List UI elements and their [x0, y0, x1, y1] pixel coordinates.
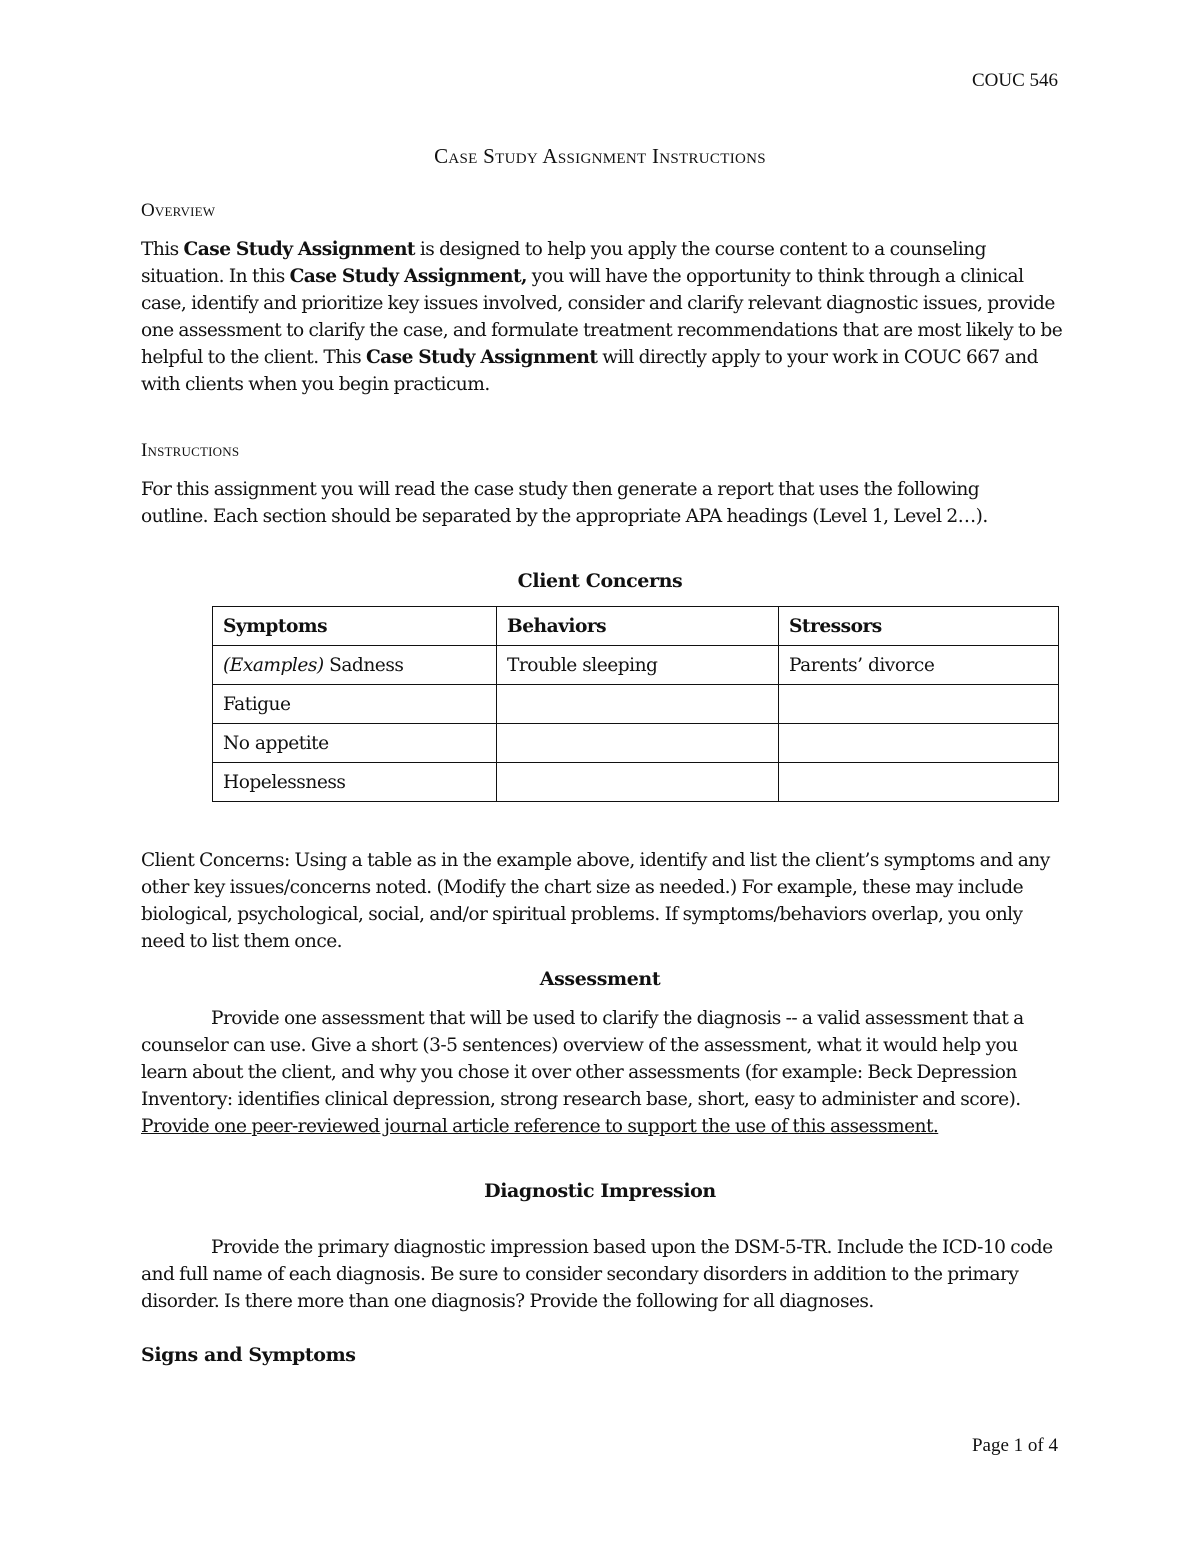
overview-heading: Overview	[141, 200, 216, 221]
client-concerns-paragraph: Client Concerns: Using a table as in the example above, identify and list the client’s symptoms and any other key issues/concerns noted. (Modify the chart size as needed.) For example, these may include biological, psychological, social, and/or spiritual problems. If symptoms/behaviors overlap, you only need to list them once.	[141, 850, 1050, 952]
table-row	[213, 724, 1059, 763]
table-cell: Trouble sleeping	[497, 646, 779, 685]
table-cell: Hopelessness	[213, 763, 497, 802]
table-cell: No appetite	[213, 724, 497, 763]
table-cell	[779, 724, 1059, 763]
table-cell	[497, 724, 779, 763]
table-row	[213, 763, 1059, 802]
table-cell	[497, 685, 779, 724]
table-cell	[779, 685, 1059, 724]
column-header-behaviors: Behaviors	[497, 607, 779, 646]
table-row	[213, 685, 1059, 724]
instructions-paragraph: For this assignment you will read the case study then generate a report that uses the following outline. Each section should be separated by the appropriate APA headings (Level 1, Level 2…).	[141, 479, 988, 527]
page-number: Page 1 of 4	[971, 1435, 1058, 1456]
table-cell: Fatigue	[213, 685, 497, 724]
diagnostic-paragraph: Provide the primary diagnostic impression based upon the DSM-5-TR. Include the ICD-10 code and full name of each diagnosis. Be sure to consider secondary disorders in addition to the primary disorder. Is there more than one diagnosis? Provide the following for all diagnoses.	[141, 1237, 1053, 1312]
reference-requirement: Provide one peer-reviewed journal article reference to support the use of this assessment.	[141, 1116, 939, 1137]
document-title: Case Study Assignment Instructions	[434, 144, 766, 168]
table-cell	[779, 763, 1059, 802]
table-cell: (Examples) Sadness	[213, 646, 497, 685]
example-label: (Examples)	[223, 654, 324, 676]
assessment-heading: Assessment	[539, 968, 661, 990]
client-concerns-heading: Client Concerns	[517, 570, 683, 592]
table-header-row	[213, 607, 1059, 646]
client-concerns-table	[212, 606, 1059, 802]
signs-and-symptoms-heading: Signs and Symptoms	[141, 1344, 356, 1366]
course-code: COUC 546	[971, 70, 1058, 91]
assessment-paragraph: Provide one assessment that will be used to clarify the diagnosis -- a valid assessment that a counselor can use. Give a short (3-5 sentences) overview of the assessment, what it would help you learn about the client, and why you chose it over other assessments (for example: Beck Depression Inventory: identifies clinical depression, strong research base, short, easy to administer and score). Provide one peer-reviewed journal article reference to support the use of this assessment.	[141, 1008, 1024, 1137]
table-cell: Parents’ divorce	[779, 646, 1059, 685]
column-header-stressors: Stressors	[779, 607, 1059, 646]
instructions-heading: Instructions	[141, 440, 240, 461]
overview-paragraph: This Case Study Assignment is designed to help you apply the course content to a counseling situation. In this Case Study Assignment, you will have the opportunity to think through a clinical case, identify and prioritize key issues involved, consider and clarify relevant diagnostic issues, provide one assessment to clarify the case, and formulate treatment recommendations that are most likely to be helpful to the client. This Case Study Assignment will directly apply to your work in COUC 667 and with clients when you begin practicum.	[141, 239, 1063, 395]
diagnostic-impression-heading: Diagnostic Impression	[484, 1180, 716, 1202]
table-row	[213, 646, 1059, 685]
column-header-symptoms: Symptoms	[213, 607, 497, 646]
table-cell	[497, 763, 779, 802]
